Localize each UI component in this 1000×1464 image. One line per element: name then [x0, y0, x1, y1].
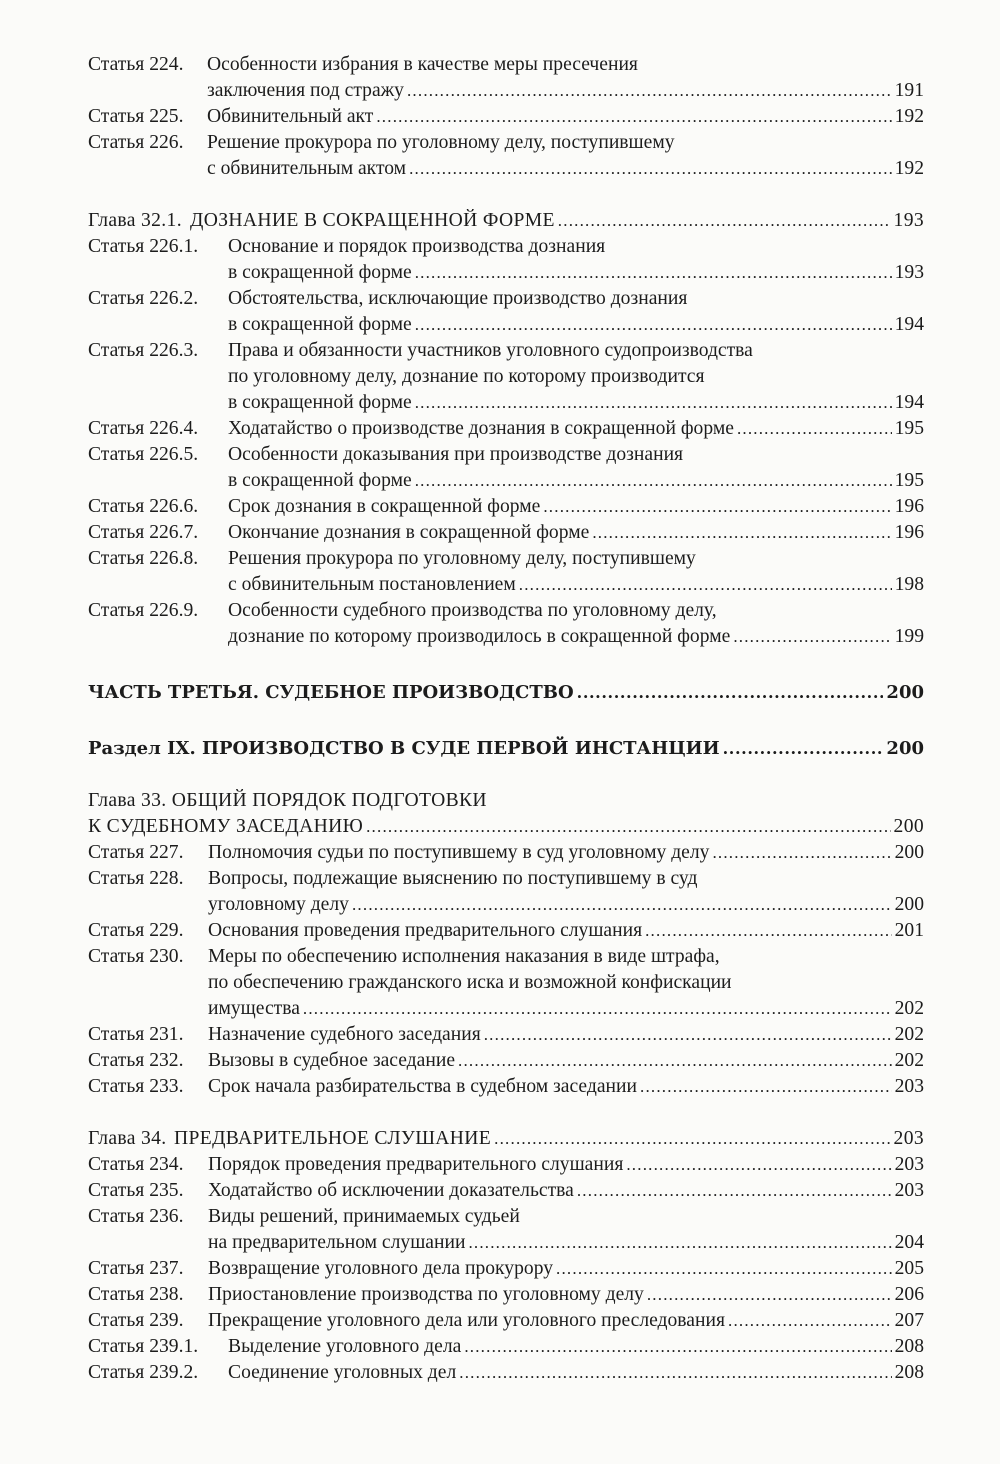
toc-entry-part-line [88, 680, 924, 706]
toc-entry-title: по уголовному делу, дознание по которому производится [228, 366, 705, 387]
toc-entry-label: Статья 239.2. [88, 1362, 199, 1383]
toc-entry-label: Глава 34. [88, 1128, 167, 1149]
dot-leader [556, 1256, 892, 1282]
toc-entry-title: в сокращенной форме [228, 314, 412, 335]
toc-entry-article-line [88, 572, 924, 598]
page-number: 191 [894, 80, 924, 101]
toc-entry-title: Раздел IX. ПРОИЗВОДСТВО В СУДЕ ПЕРВОЙ ИНСТАНЦИИ [88, 738, 720, 759]
toc-entry-label: Статья 227. [88, 842, 184, 863]
page-number: 202 [894, 1024, 924, 1045]
toc-entry-title: Особенности избрания в качестве меры пресечения [207, 54, 638, 75]
dot-leader [647, 1282, 892, 1308]
dot-leader [728, 1308, 892, 1334]
toc-entry-article-line [88, 1282, 924, 1308]
page-number: 204 [894, 1232, 924, 1253]
toc-entry-label: Статья 226.3. [88, 340, 199, 361]
toc-entry-title: Особенности судебного производства по уголовному делу, [228, 600, 717, 621]
toc-entry-label: Статья 226.5. [88, 444, 199, 465]
page-number: 208 [894, 1362, 924, 1383]
toc-entry-article-line [88, 52, 924, 78]
dot-leader [712, 840, 891, 866]
dot-leader [458, 1048, 892, 1074]
dot-leader [558, 208, 891, 234]
toc-entry-title: ЧАСТЬ ТРЕТЬЯ. СУДЕБНОЕ ПРОИЗВОДСТВО [88, 682, 574, 703]
toc-entry-article-line [88, 234, 924, 260]
dot-leader [376, 104, 891, 130]
toc-entry-title: Виды решений, принимаемых судьей [208, 1206, 520, 1227]
dot-leader [303, 996, 892, 1022]
toc-entry-article-line [88, 1022, 924, 1048]
page-number: 202 [894, 998, 924, 1019]
dot-leader [407, 78, 892, 104]
page-number: 193 [893, 210, 924, 231]
toc-entry-article-line [88, 1360, 924, 1386]
toc-entry-article-line [88, 286, 924, 312]
toc-entry-article-line [88, 1308, 924, 1334]
toc-entry-article-line [88, 970, 924, 996]
toc-entry-title: на предварительном слушании [208, 1232, 466, 1253]
toc-entry-title: ДОЗНАНИЕ В СОКРАЩЕННОЙ ФОРМЕ [190, 210, 555, 231]
toc-entry-article-line [88, 1204, 924, 1230]
toc-entry-title: уголовному делу [208, 894, 349, 915]
toc-entry-article-line [88, 130, 924, 156]
toc-entry-title: Выделение уголовного дела [228, 1336, 462, 1357]
toc-entry-article-line [88, 390, 924, 416]
toc-entry-title: дознание по которому производилось в сокращенной форме [228, 626, 731, 647]
toc-entry-article-line [88, 104, 924, 130]
toc-entry-title: с обвинительным актом [207, 158, 407, 179]
toc-entry-title: Ходатайство об исключении доказательства [208, 1180, 574, 1201]
dot-leader [352, 892, 892, 918]
toc-entry-label: Статья 239. [88, 1310, 184, 1331]
toc-entry-article-line [88, 520, 924, 546]
dot-leader [366, 814, 890, 840]
toc-entry-title: заключения под стражу [207, 80, 404, 101]
toc-entry-article-line [88, 260, 924, 286]
toc-entry-article-line [88, 624, 924, 650]
page-number: 198 [894, 574, 924, 595]
toc-entry-title: Срок начала разбирательства в судебном заседании [208, 1076, 637, 1097]
toc-entry-title: Меры по обеспечению исполнения наказания в виде штрафа, [208, 946, 720, 967]
dot-leader [484, 1022, 892, 1048]
dot-leader [543, 494, 891, 520]
toc-entry-article-line [88, 416, 924, 442]
toc-entry-title: в сокращенной форме [228, 262, 412, 283]
dot-leader [415, 260, 892, 286]
toc-entry-article-line [88, 1256, 924, 1282]
page-number: 199 [894, 626, 924, 647]
toc-entry-title: Вопросы, подлежащие выяснению по поступившему в суд [208, 868, 698, 889]
toc-entry-label: Статья 226. [88, 132, 184, 153]
toc-entry-label: Статья 230. [88, 946, 184, 967]
page-number: 202 [894, 1050, 924, 1071]
toc-entry-article-line [88, 312, 924, 338]
page-number: 193 [894, 262, 924, 283]
dot-leader [733, 624, 891, 650]
dot-leader [577, 680, 884, 706]
toc-entry-article-line [88, 468, 924, 494]
toc-entry-label: Статья 238. [88, 1284, 184, 1305]
page-number: 203 [894, 1076, 924, 1097]
toc-entry-article-line [88, 156, 924, 182]
toc-entry-title: Решение прокурора по уголовному делу, поступившему [207, 132, 675, 153]
toc-entry-article-line [88, 1152, 924, 1178]
toc-entry-label: Статья 239.1. [88, 1336, 199, 1357]
page-number: 196 [894, 496, 924, 517]
page-number: 192 [894, 158, 924, 179]
toc-entry-title: Обвинительный акт [207, 106, 374, 127]
toc-entry-article-line [88, 866, 924, 892]
page-number: 208 [894, 1336, 924, 1357]
toc-entry-article-line [88, 840, 924, 866]
toc-entry-label: Статья 237. [88, 1258, 184, 1279]
dot-leader [415, 468, 892, 494]
toc-entry-title: Соединение уголовных дел [228, 1362, 457, 1383]
toc-entry-label: Статья 226.4. [88, 418, 199, 439]
toc-entry-article-line [88, 364, 924, 390]
toc-entry-title: Основание и порядок производства дознания [228, 236, 606, 257]
toc-entry-title: Вызовы в судебное заседание [208, 1050, 456, 1071]
dot-leader [494, 1126, 890, 1152]
toc-entry-title: Права и обязанности участников уголовного судопроизводства [228, 340, 753, 361]
toc-entry-title: ПРЕДВАРИТЕЛЬНОЕ СЛУШАНИЕ [174, 1128, 492, 1149]
page-number: 194 [894, 314, 924, 335]
page-number: 200 [894, 842, 924, 863]
page-number: 203 [893, 1128, 924, 1149]
page-number: 206 [894, 1284, 924, 1305]
toc-entry-title: Срок дознания в сокращенной форме [228, 496, 541, 517]
dot-leader [640, 1074, 892, 1100]
page-number: 195 [894, 470, 924, 491]
toc-entry-label: Статья 226.8. [88, 548, 199, 569]
toc-entry-title: с обвинительным постановлением [228, 574, 516, 595]
toc-entry-label: Статья 232. [88, 1050, 184, 1071]
toc-entry-article-line [88, 944, 924, 970]
toc-entry-article-line [88, 442, 924, 468]
page-number: 203 [894, 1154, 924, 1175]
dot-leader [468, 1230, 891, 1256]
toc-entry-title: Обстоятельства, исключающие производство дознания [228, 288, 688, 309]
toc-entry-label: Статья 226.1. [88, 236, 199, 257]
toc-entry-title: Прекращение уголовного дела или уголовного преследования [208, 1310, 725, 1331]
page-number: 195 [894, 418, 924, 439]
toc-entry-article-line [88, 892, 924, 918]
toc-entry-article-line [88, 1334, 924, 1360]
toc-entry-label: Статья 225. [88, 106, 184, 127]
toc-entry-label: Статья 234. [88, 1154, 184, 1175]
toc-entry-title: Приостановление производства по уголовному делу [208, 1284, 644, 1305]
toc-entry-title: Порядок проведения предварительного слушания [208, 1154, 624, 1175]
toc-entry-article-line [88, 338, 924, 364]
toc-entry-title: в сокращенной форме [228, 470, 412, 491]
toc-entry-label: Статья 226.7. [88, 522, 199, 543]
toc-entry-article-line [88, 598, 924, 624]
page-number: 203 [894, 1180, 924, 1201]
toc-entry-article-line [88, 494, 924, 520]
dot-leader [409, 156, 892, 182]
toc-entry-title: Ходатайство о производстве дознания в сокращенной форме [228, 418, 734, 439]
dot-leader [577, 1178, 892, 1204]
dot-leader [459, 1360, 891, 1386]
dot-leader [415, 312, 892, 338]
toc-entry-section-line [88, 736, 924, 762]
toc-entry-label: Глава 32.1. [88, 210, 182, 231]
toc-entry-article-line [88, 1178, 924, 1204]
toc-entry-label: Статья 231. [88, 1024, 184, 1045]
toc-entry-chapter-line [88, 1126, 924, 1152]
dot-leader [519, 572, 892, 598]
toc-entry-title: Решения прокурора по уголовному делу, поступившему [228, 548, 696, 569]
toc-entry-title: Назначение судебного заседания [208, 1024, 481, 1045]
dot-leader [415, 390, 892, 416]
toc-entry-label: Статья 224. [88, 54, 184, 75]
toc-entry-label: Статья 226.6. [88, 496, 199, 517]
page-number: 207 [894, 1310, 924, 1331]
toc-entry-article-line [88, 546, 924, 572]
toc-entry-label: Статья 233. [88, 1076, 184, 1097]
page-number: 200 [894, 894, 924, 915]
page-number: 194 [894, 392, 924, 413]
page-number: 200 [886, 738, 924, 759]
toc-entry-title: Основания проведения предварительного слушания [208, 920, 643, 941]
toc-entry-article-line [88, 1048, 924, 1074]
toc-entry-chapter-line [88, 788, 924, 814]
toc-entry-title: Окончание дознания в сокращенной форме [228, 522, 590, 543]
toc-entry-title: имущества [208, 998, 300, 1019]
toc-entry-title: Возвращение уголовного дела прокурору [208, 1258, 554, 1279]
toc-entry-label: Статья 228. [88, 868, 184, 889]
toc-entry-title: К СУДЕБНОМУ ЗАСЕДАНИЮ [88, 816, 364, 837]
toc-entry-article-line [88, 996, 924, 1022]
dot-leader [592, 520, 891, 546]
page-number: 196 [894, 522, 924, 543]
page-number: 205 [894, 1258, 924, 1279]
dot-leader [723, 736, 884, 762]
page-number: 192 [894, 106, 924, 127]
toc-entry-label: Статья 226.2. [88, 288, 199, 309]
page-number: 200 [886, 682, 924, 703]
dot-leader [645, 918, 892, 944]
dot-leader [464, 1334, 891, 1360]
toc-entry-article-line [88, 1230, 924, 1256]
toc-entry-chapter-line [88, 208, 924, 234]
toc-entry-article-line [88, 1074, 924, 1100]
toc-entry-chapter-line [88, 814, 924, 840]
toc-entry-title: по обеспечению гражданского иска и возможной конфискации [208, 972, 732, 993]
toc-entry-title: Полномочия судьи по поступившему в суд уголовному делу [208, 842, 710, 863]
toc-entry-title: Особенности доказывания при производстве дознания [228, 444, 684, 465]
toc-entry-label: Статья 235. [88, 1180, 184, 1201]
page-number: 200 [893, 816, 924, 837]
toc-entry-label: Статья 229. [88, 920, 184, 941]
toc-entry-label: Статья 226.9. [88, 600, 199, 621]
toc-entry-article-line [88, 78, 924, 104]
page-number: 201 [894, 920, 924, 941]
dot-leader [626, 1152, 891, 1178]
toc-entry-title: в сокращенной форме [228, 392, 412, 413]
toc-entry-label: Статья 236. [88, 1206, 184, 1227]
toc-entry-article-line [88, 918, 924, 944]
dot-leader [737, 416, 892, 442]
toc-entry-title: Глава 33. ОБЩИЙ ПОРЯДОК ПОДГОТОВКИ [88, 790, 487, 811]
